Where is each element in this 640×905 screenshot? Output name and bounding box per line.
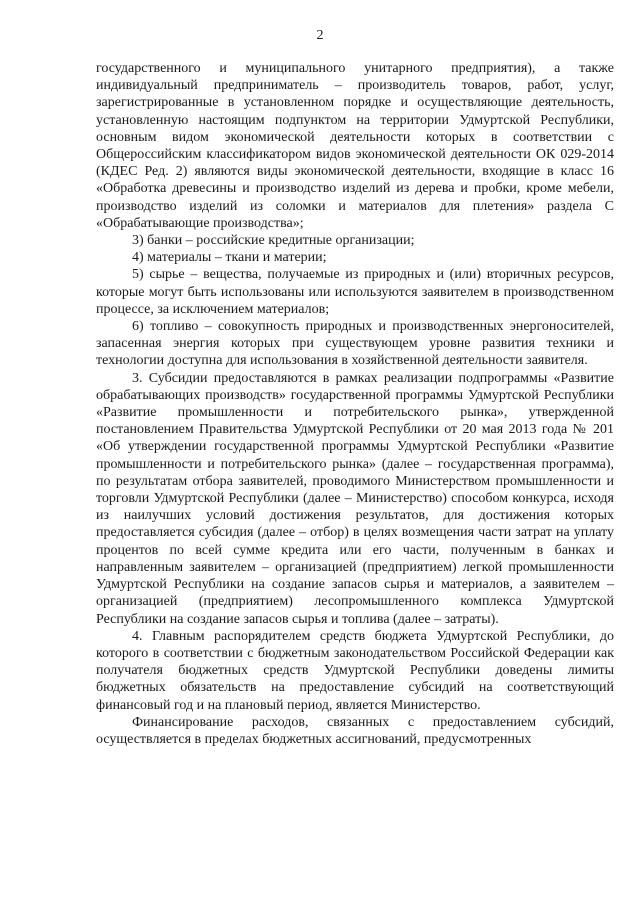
paragraph-item-6: 6) топливо – совокупность природных и производственных энергоносителей, запасенная энергия которых при существующем уровне развития техники и технологии доступна для использования в хозяйственной деятельности заявителя. (96, 319, 614, 369)
paragraph-clause-4: 4. Главным распорядителем средств бюджета Удмуртской Республики, до которого в соответствии с бюджетным законодательством Российской Федерации как получателя бюджетных средств Удмуртской Республики доведены лимиты бюджетных обязательств на предоставление субсидий на соответствующий финансовый год и на плановый период, является Министерство. (96, 628, 614, 713)
document-body (96, 60, 614, 748)
paragraph-financing: Финансирование расходов, связанных с предоставлением субсидий, осуществляется в пределах бюджетных ассигнований, предусмотренных (96, 714, 614, 747)
paragraph-item-3: 3) банки – российские кредитные организации; (132, 233, 415, 249)
page-number: 2 (316, 28, 324, 43)
paragraph-item-4: 4) материалы – ткани и материи; (132, 250, 327, 266)
paragraph-item-5: 5) сырье – вещества, получаемые из природных и (или) вторичных ресурсов, которые могут быть использованы или используются заявителем в производственном процессе, за исключением материалов; (96, 267, 614, 317)
paragraph-clause-3: 3. Субсидии предоставляются в рамках реализации подпрограммы «Развитие обрабатывающих производств» государственной программы Удмуртской Республики «Развитие промышленности и потребительского рынка», утвержденной постановлением Правительства Удмуртской Республики от 20 мая 2013 года № 201 «Об утверждении государственной программы Удмуртской Республики «Развитие промышленности и потребительского рынка» (далее – государственная программа), по результатам отбора заявителей, проводимого Министерством промышленности и торговли Удмуртской Республики (далее – Министерство) способом конкурса, исходя из наилучших условий достижения результатов, для достижения которых предоставляется субсидия (далее – отбор) в целях возмещения части затрат на уплату процентов по всей сумме кредита или его части, полученным в банках и направленным заявителем – организацией (предприятием) легкой промышленности Удмуртской Республики на создание запасов сырья и материалов, а заявителем – организацией (предприятием) лесопромышленного комплекса Удмуртской Республики на создание запасов сырья и топлива (далее – затраты). (96, 370, 614, 627)
paragraph-continuation: государственного и муниципального унитарного предприятия), а также индивидуальный предприниматель – производитель товаров, работ, услуг, зарегистрированные в установленном порядке и осуществляющие деятельность, установленную настоящим подпунктом на территории Удмуртской Республики, основным видом экономической деятельности которых в соответствии с Общероссийским классификатором видов экономической деятельности ОК 029-2014 (КДЕС Ред. 2) являются виды экономической деятельности, входящие в класс 16 «Обработка древесины и производство изделий из дерева и пробки, кроме мебели, производство изделий из соломки и материалов для плетения» раздела С «Обрабатывающие производства»; (96, 61, 614, 231)
